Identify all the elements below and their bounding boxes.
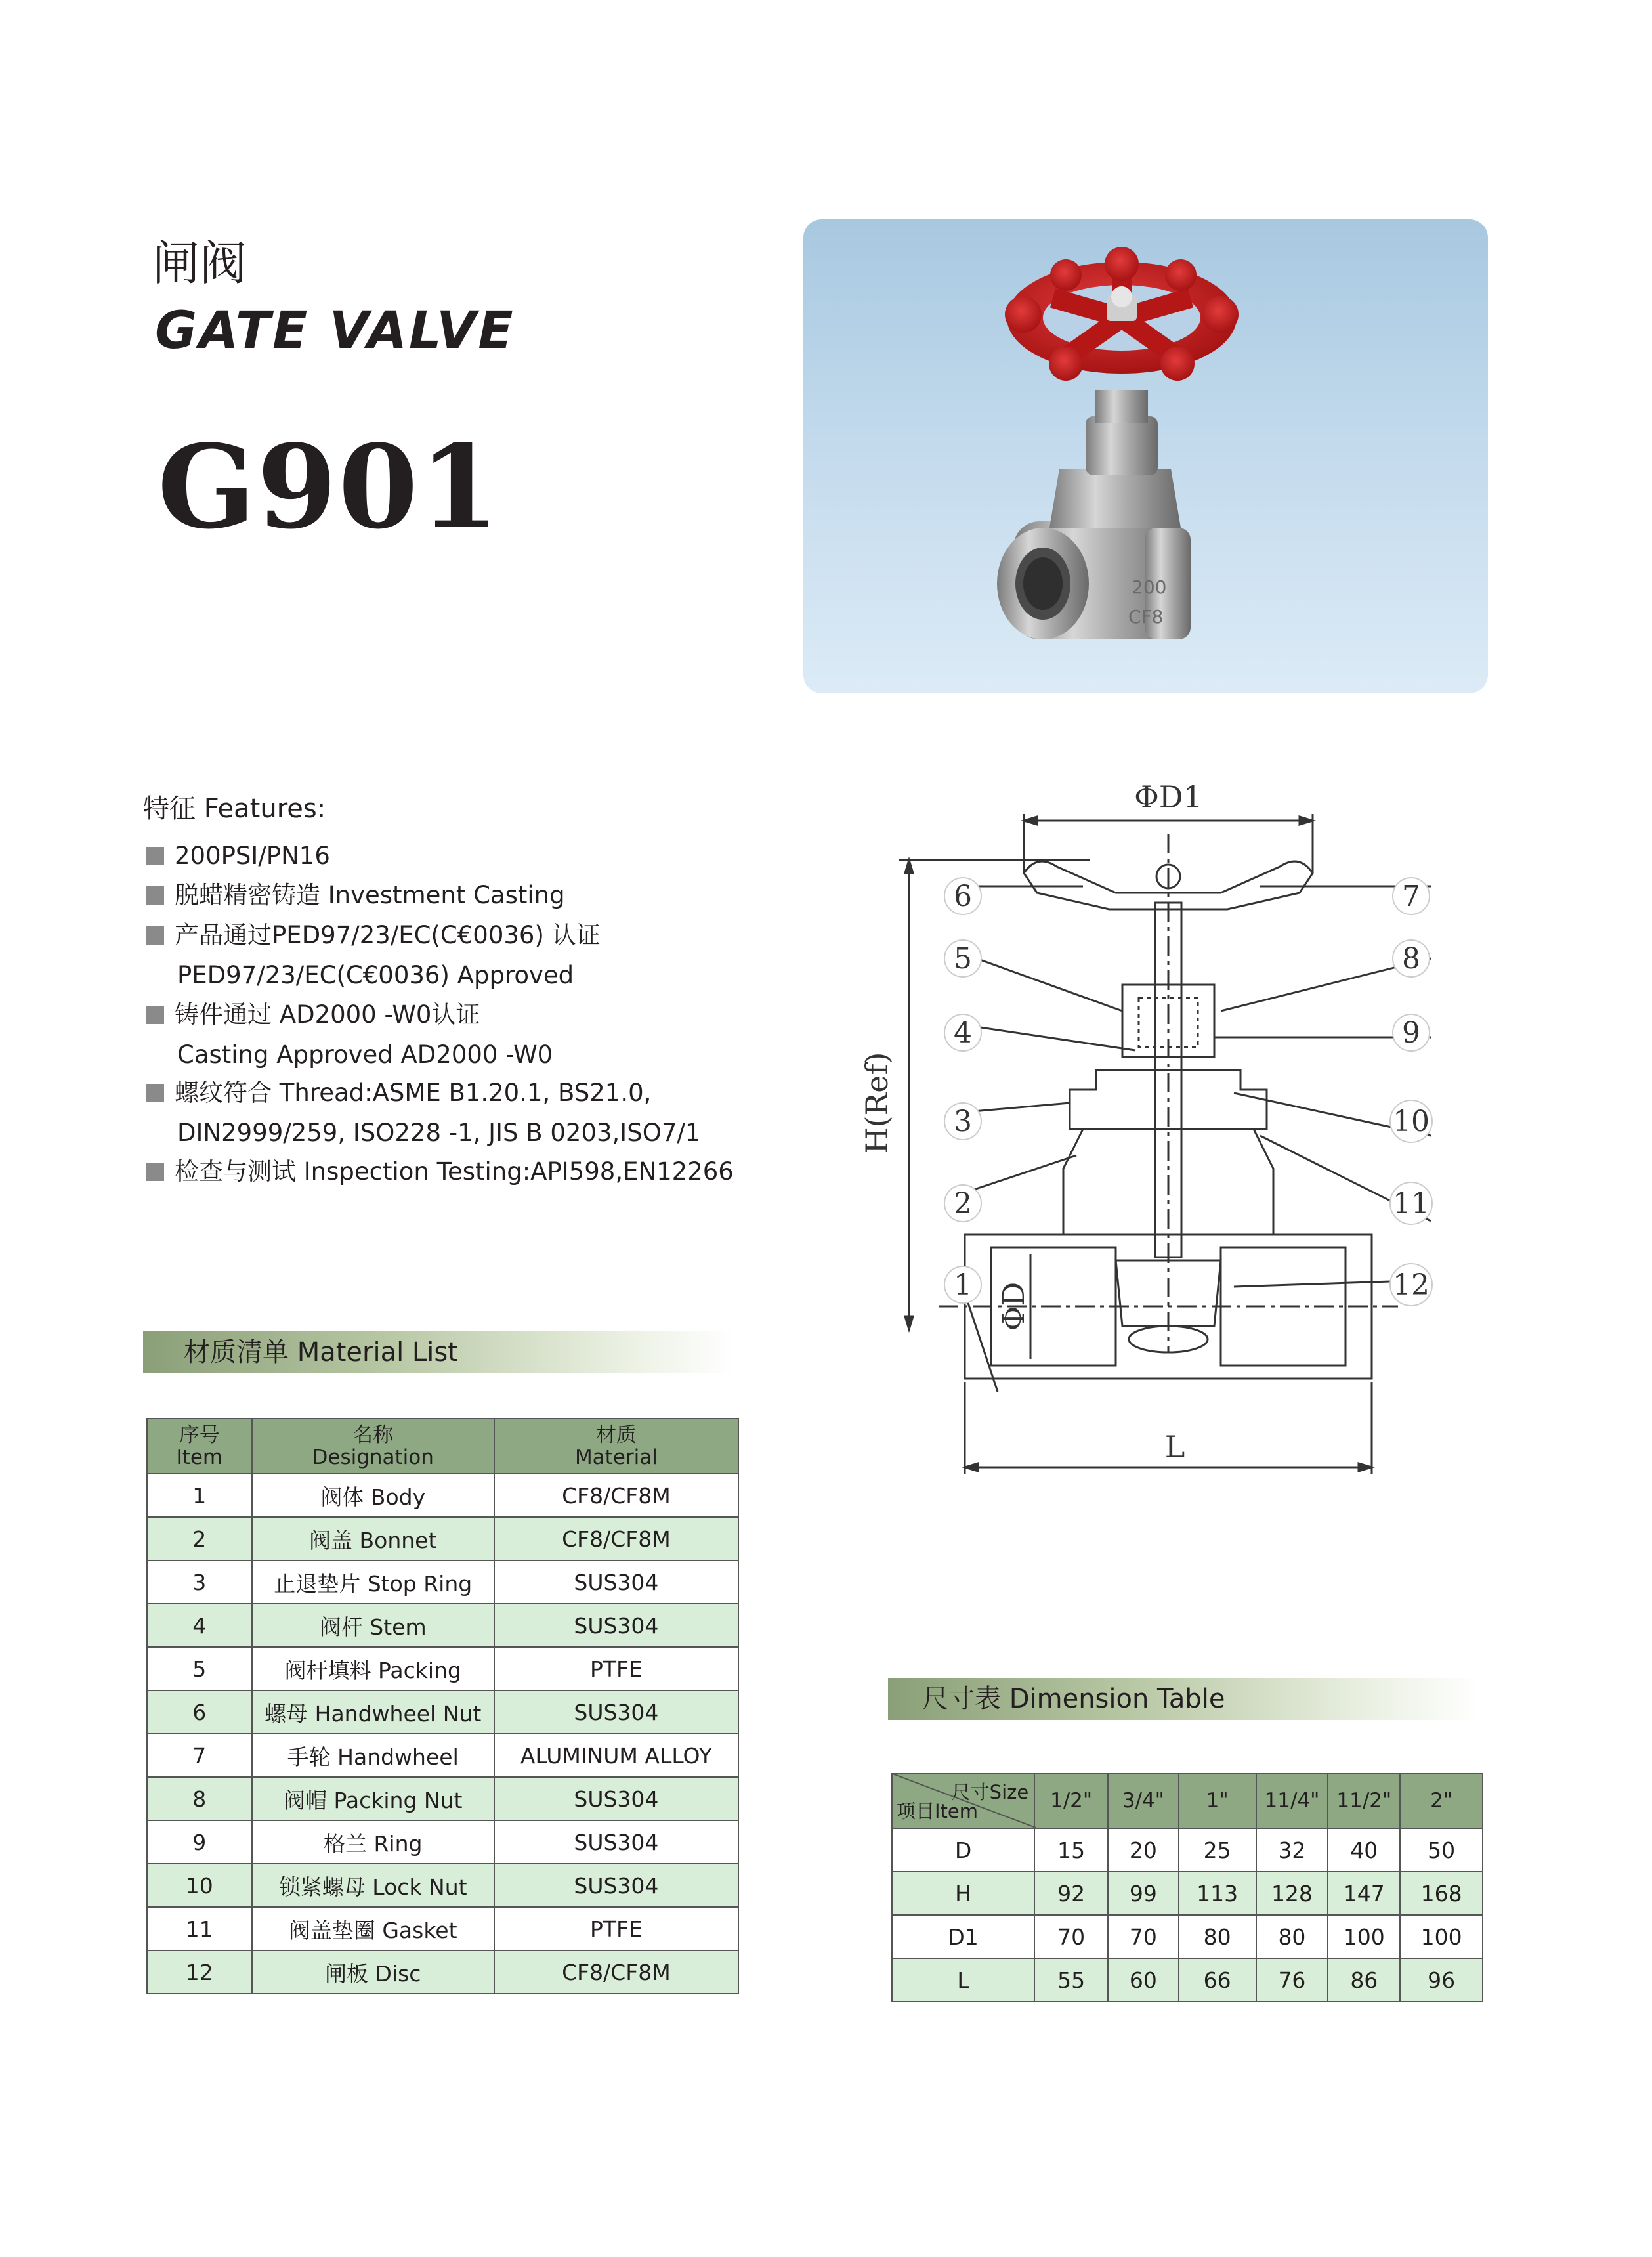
table-row	[147, 1734, 738, 1777]
feature-line: 产品通过PED97/23/EC(C€0036) 认证	[175, 921, 601, 949]
column-header: 名称 Designation	[252, 1419, 494, 1474]
cell: 86	[1328, 1958, 1400, 2002]
table-row	[147, 1820, 738, 1864]
cell: 147	[1328, 1872, 1400, 1915]
part-number: 9	[1402, 1016, 1420, 1050]
cell: 32	[1256, 1828, 1328, 1872]
model-number: G901	[158, 420, 501, 555]
cell: 5	[147, 1647, 252, 1690]
cell: 1	[147, 1474, 252, 1517]
material-table	[146, 1418, 739, 1994]
part-number: 6	[954, 880, 972, 913]
dimension-table-title: 尺寸表 Dimension Table	[922, 1684, 1225, 1714]
feature-line: 螺纹符合 Thread:ASME B1.20.1, BS21.0,	[175, 1079, 652, 1107]
column-header: 2"	[1400, 1773, 1483, 1828]
cell: PTFE	[494, 1647, 738, 1690]
cell: 阀杆填料 Packing	[252, 1647, 494, 1690]
feature-line: 铸件通过 AD2000 -W0认证	[175, 1000, 480, 1029]
column-header: 序号 Item	[147, 1419, 252, 1474]
title-chinese: 闸阀	[152, 236, 247, 291]
table-row	[147, 1517, 738, 1560]
cell: 格兰 Ring	[252, 1820, 494, 1864]
cell: 100	[1328, 1915, 1400, 1958]
cell: 9	[147, 1820, 252, 1864]
product-photo	[803, 219, 1488, 693]
table-row	[147, 1950, 738, 1994]
cell: PTFE	[494, 1907, 738, 1950]
bullet-icon	[146, 1006, 164, 1024]
svg-text:200: 200	[1132, 576, 1167, 598]
part-number: 1	[954, 1268, 972, 1302]
svg-text:CF8: CF8	[1128, 606, 1164, 628]
cell: 手轮 Handwheel	[252, 1734, 494, 1777]
cell: 99	[1108, 1872, 1179, 1915]
table-header-row	[892, 1773, 1483, 1828]
cell: 70	[1034, 1915, 1108, 1958]
feature-line: DIN2999/259, ISO228 -1, JIS B 0203,ISO7/1	[177, 1119, 701, 1147]
cell: SUS304	[494, 1777, 738, 1820]
table-row	[892, 1872, 1483, 1915]
dimension-table-heading	[888, 1678, 1479, 1720]
part-number: 7	[1402, 880, 1420, 913]
cell: 6	[147, 1690, 252, 1734]
label-d1: ΦD1	[1134, 779, 1202, 815]
cell: 阀盖垫圈 Gasket	[252, 1907, 494, 1950]
bullet-icon	[146, 1163, 164, 1181]
column-header: 3/4"	[1108, 1773, 1179, 1828]
feature-line: 脱蜡精密铸造 Investment Casting	[175, 881, 565, 909]
cell: 76	[1256, 1958, 1328, 2002]
table-row	[147, 1474, 738, 1517]
column-header: 1/2"	[1034, 1773, 1108, 1828]
cell: 8	[147, 1777, 252, 1820]
cell: 80	[1256, 1915, 1328, 1958]
material-list-title: 材质清单 Material List	[184, 1337, 458, 1367]
cell: 40	[1328, 1828, 1400, 1872]
technical-drawing	[840, 762, 1470, 1503]
column-header: 材质 Material	[494, 1419, 738, 1474]
cell: 2	[147, 1517, 252, 1560]
cell: SUS304	[494, 1864, 738, 1907]
cell: 113	[1179, 1872, 1256, 1915]
cell: 阀体 Body	[252, 1474, 494, 1517]
bullet-icon	[146, 847, 164, 865]
part-number: 5	[954, 942, 972, 976]
cell: 止退垫片 Stop Ring	[252, 1560, 494, 1604]
part-number: 4	[954, 1016, 972, 1050]
cell: SUS304	[494, 1820, 738, 1864]
corner-header: 尺寸Size 项目Item	[892, 1773, 1034, 1828]
cell: 螺母 Handwheel Nut	[252, 1690, 494, 1734]
table-row	[892, 1915, 1483, 1958]
row-label: D	[892, 1828, 1034, 1872]
cell: 11	[147, 1907, 252, 1950]
part-number: 12	[1393, 1268, 1430, 1302]
bullet-icon	[146, 926, 164, 945]
cell: 10	[147, 1864, 252, 1907]
cell: 92	[1034, 1872, 1108, 1915]
cell: 4	[147, 1604, 252, 1647]
feature-line: 200PSI/PN16	[175, 842, 330, 870]
cell: 3	[147, 1560, 252, 1604]
cell: SUS304	[494, 1604, 738, 1647]
feature-line: PED97/23/EC(C€0036) Approved	[177, 961, 574, 989]
row-label: H	[892, 1872, 1034, 1915]
table-header-row	[147, 1419, 738, 1474]
label-h: H(Ref)	[859, 1052, 895, 1154]
features-heading: 特征 Features:	[143, 794, 326, 824]
cell: 阀杆 Stem	[252, 1604, 494, 1647]
cell: SUS304	[494, 1690, 738, 1734]
row-label: L	[892, 1958, 1034, 2002]
table-row	[147, 1604, 738, 1647]
part-number: 8	[1402, 942, 1420, 976]
cell: 60	[1108, 1958, 1179, 2002]
cell: CF8/CF8M	[494, 1474, 738, 1517]
cell: ALUMINUM ALLOY	[494, 1734, 738, 1777]
cell: CF8/CF8M	[494, 1950, 738, 1994]
cell: 80	[1179, 1915, 1256, 1958]
dimension-table	[891, 1773, 1483, 2002]
row-label: D1	[892, 1915, 1034, 1958]
cell: 50	[1400, 1828, 1483, 1872]
cell: 闸板 Disc	[252, 1950, 494, 1994]
label-d: ΦD	[996, 1281, 1031, 1331]
cell: 25	[1179, 1828, 1256, 1872]
cell: 锁紧螺母 Lock Nut	[252, 1864, 494, 1907]
feature-line: 检查与测试 Inspection Testing:API598,EN12266	[175, 1157, 734, 1186]
bullet-icon	[146, 1084, 164, 1102]
part-number: 11	[1393, 1187, 1430, 1220]
table-row	[892, 1828, 1483, 1872]
part-number: 2	[954, 1187, 972, 1220]
cell: 阀帽 Packing Nut	[252, 1777, 494, 1820]
table-row	[147, 1690, 738, 1734]
cell: 96	[1400, 1958, 1483, 2002]
material-list-heading	[143, 1331, 734, 1373]
cell: 7	[147, 1734, 252, 1777]
table-row	[892, 1958, 1483, 2002]
cell: CF8/CF8M	[494, 1517, 738, 1560]
cell: 128	[1256, 1872, 1328, 1915]
part-number: 3	[954, 1105, 972, 1138]
part-number: 10	[1393, 1105, 1430, 1138]
label-l: L	[1164, 1429, 1185, 1465]
feature-line: Casting Approved AD2000 -W0	[177, 1041, 553, 1069]
column-header: 11/4"	[1256, 1773, 1328, 1828]
title-english: GATE VALVE	[155, 301, 515, 360]
table-row	[147, 1777, 738, 1820]
table-row	[147, 1907, 738, 1950]
column-header: 11/2"	[1328, 1773, 1400, 1828]
bullet-icon	[146, 886, 164, 905]
cell: 阀盖 Bonnet	[252, 1517, 494, 1560]
cell: SUS304	[494, 1560, 738, 1604]
cell: 66	[1179, 1958, 1256, 2002]
cell: 20	[1108, 1828, 1179, 1872]
gate-valve-illustration	[803, 219, 1488, 693]
cross-section-diagram	[840, 762, 1470, 1503]
cell: 100	[1400, 1915, 1483, 1958]
cell: 55	[1034, 1958, 1108, 2002]
cell: 15	[1034, 1828, 1108, 1872]
table-row	[147, 1864, 738, 1907]
cell: 70	[1108, 1915, 1179, 1958]
cell: 12	[147, 1950, 252, 1994]
table-row	[147, 1560, 738, 1604]
column-header: 1"	[1179, 1773, 1256, 1828]
table-row	[147, 1647, 738, 1690]
cell: 168	[1400, 1872, 1483, 1915]
